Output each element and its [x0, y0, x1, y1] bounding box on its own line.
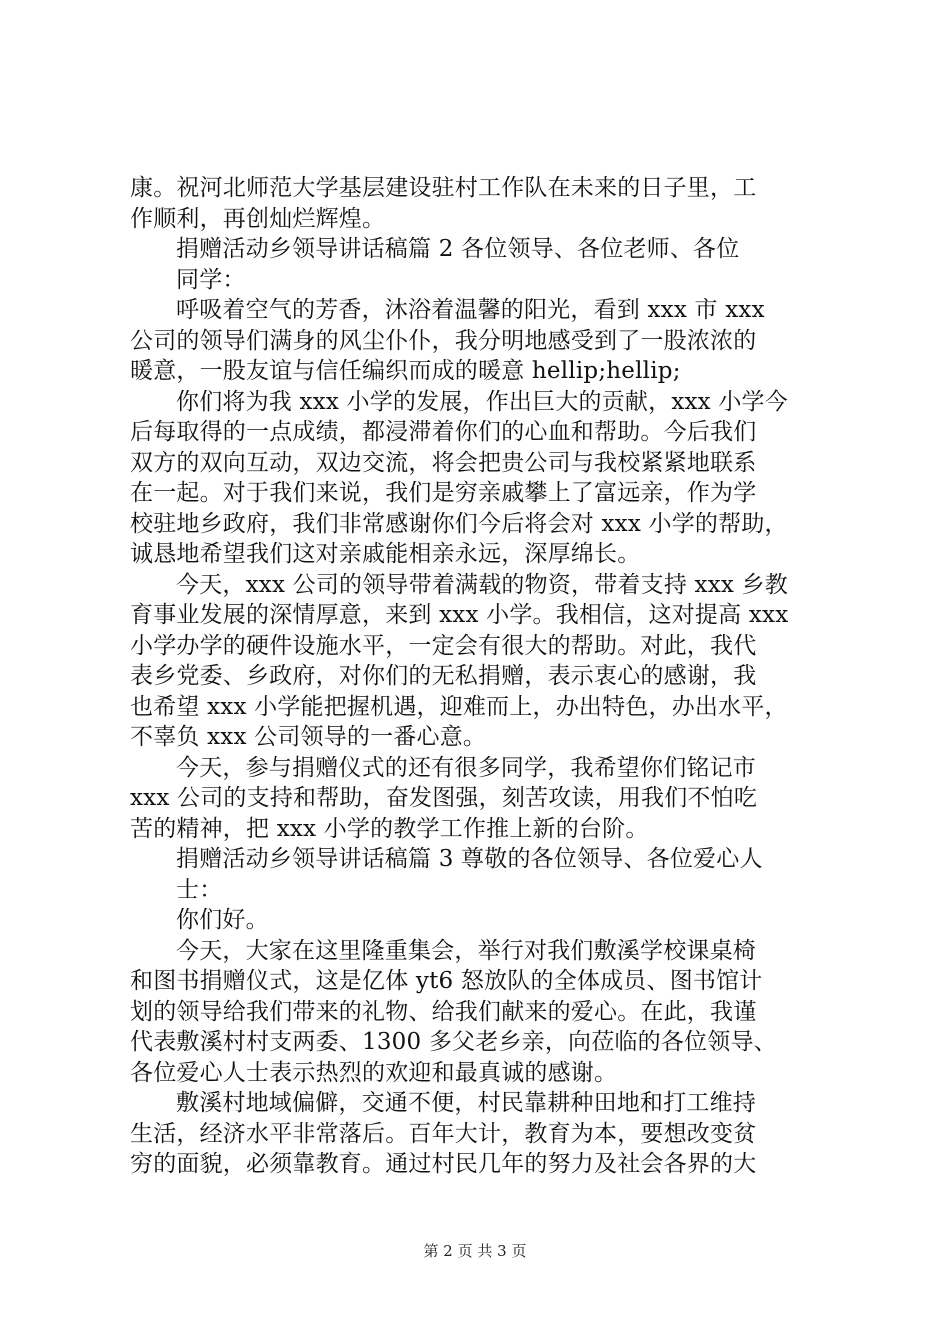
text-line: 你们好。 — [176, 907, 269, 933]
text-line: 划的领导给我们带来的礼物、给我们献来的爱心。在此，我谨 — [130, 998, 757, 1025]
text-line: 苦的精神，把 xxx 小学的教学工作推上新的台阶。 — [130, 815, 649, 842]
text-line: 捐赠活动乡领导讲话稿篇 3 尊敬的各位领导、各位爱心人 — [176, 846, 763, 872]
text-line: 生活，经济水平非常落后。百年大计，教育为本，要想改变贫 — [130, 1120, 757, 1147]
text-line: 小学办学的硬件设施水平，一定会有很大的帮助。对此，我代 — [130, 632, 757, 659]
text-line: 今天，参与捐赠仪式的还有很多同学，我希望你们铭记市 — [176, 754, 756, 781]
text-line: 代表敷溪村村支两委、1300 多父老乡亲，向莅临的各位领导、 — [130, 1029, 777, 1055]
document-body — [130, 173, 830, 1180]
text-line: 各位爱心人士表示热烈的欢迎和最真诚的感谢。 — [130, 1059, 618, 1086]
text-line: 捐赠活动乡领导讲话稿篇 2 各位领导、各位老师、各位 — [176, 236, 740, 262]
text-line: 呼吸着空气的芳香，沐浴着温馨的阳光，看到 xxx 市 xxx — [176, 297, 765, 323]
text-line: 不辜负 xxx 公司领导的一番心意。 — [130, 724, 487, 750]
text-line: 公司的领导们满身的风尘仆仆，我分明地感受到了一股浓浓的 — [130, 327, 757, 354]
text-line: 双方的双向互动，双边交流，将会把贵公司与我校紧紧地联系 — [130, 449, 757, 476]
text-line: 后每取得的一点成绩，都浸滞着你们的心血和帮助。今后我们 — [130, 419, 757, 445]
text-line: 校驻地乡政府，我们非常感谢你们今后将会对 xxx 小学的帮助， — [130, 510, 788, 537]
text-line: 你们将为我 xxx 小学的发展，作出巨大的贡献，xxx 小学今 — [176, 388, 788, 415]
text-line: 表乡党委、乡政府，对你们的无私捐赠，表示衷心的感谢，我 — [130, 663, 757, 689]
text-line: 士： — [176, 876, 223, 903]
text-line: xxx 公司的支持和帮助，奋发图强，刻苦攻读，用我们不怕吃 — [130, 785, 758, 811]
text-line: 今天，大家在这里隆重集会，举行对我们敷溪学校课桌椅 — [176, 937, 756, 964]
text-line: 和图书捐赠仪式，这是亿体 yt6 怒放队的全体成员、图书馆计 — [130, 968, 763, 994]
text-line: 在一起。对于我们来说，我们是穷亲戚攀上了富远亲，作为学 — [130, 480, 757, 506]
text-line: 育事业发展的深情厚意，来到 xxx 小学。我相信，这对提高 xxx — [130, 602, 789, 628]
text-line: 暖意，一股友谊与信任编织而成的暖意 hellip;hellip; — [130, 358, 681, 384]
text-line: 穷的面貌，必须靠教育。通过村民几年的努力及社会各界的大 — [130, 1151, 757, 1177]
text-line: 康。祝河北师范大学基层建设驻村工作队在未来的日子里，工 — [130, 175, 757, 201]
text-line: 也希望 xxx 小学能把握机遇，迎难而上，办出特色，办出水平， — [130, 693, 788, 720]
text-line: 作顺利，再创灿烂辉煌。 — [130, 205, 386, 232]
text-line: 今天，xxx 公司的领导带着满载的物资，带着支持 xxx 乡教 — [176, 571, 788, 598]
text-line: 诚恳地希望我们这对亲戚能相亲永远，深厚绵长。 — [130, 541, 641, 567]
text-line: 同学： — [176, 266, 246, 293]
page-number-footer: 第 2 页 共 3 页 — [423, 1242, 527, 1260]
text-line: 敷溪村地域偏僻，交通不便，村民靠耕种田地和打工维持 — [176, 1090, 756, 1116]
